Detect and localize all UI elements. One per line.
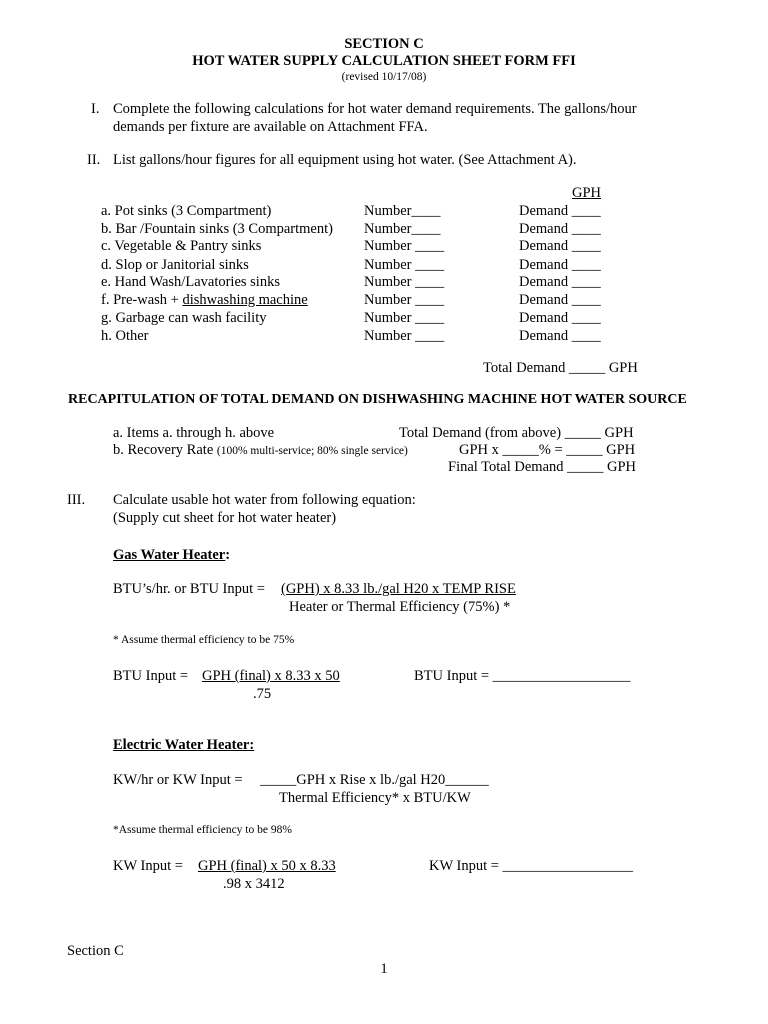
gas-formula-numerator: (GPH) x 8.33 lb./gal H20 x TEMP RISE	[281, 581, 516, 597]
fixture-label: d. Slop or Janitorial sinks	[101, 257, 249, 273]
fixture-label: h. Other	[101, 328, 149, 344]
gas-heater-heading-colon: :	[225, 547, 231, 563]
gas-formula-denominator: Heater or Thermal Efficiency (75%) *	[289, 599, 511, 615]
fixture-label-prefix: f. Pre-wash +	[101, 292, 183, 308]
recovery-rate-note: (100% multi-service; 80% single service)	[216, 445, 408, 457]
fixture-label: c. Vegetable & Pantry sinks	[101, 238, 262, 254]
electric-formula-lhs: KW/hr or KW Input =	[113, 772, 243, 788]
gas-efficiency-note: * Assume thermal efficiency to be 75%	[113, 634, 295, 646]
demand-field[interactable]: Demand ____	[519, 203, 601, 219]
revised-date: (revised 10/17/08)	[341, 71, 427, 83]
gas-heater-heading	[113, 547, 230, 564]
fixture-label: e. Hand Wash/Lavatories sinks	[101, 274, 280, 290]
electric-formula-numerator: _____GPH x Rise x lb./gal H20______	[260, 772, 489, 788]
recap-heading: RECAPITULATION OF TOTAL DEMAND ON DISHWASHING MACHINE HOT WATER SOURCE	[68, 392, 687, 407]
fixture-label: g. Garbage can wash facility	[101, 310, 267, 326]
gas-formula-lhs: BTU’s/hr. or BTU Input =	[113, 581, 265, 597]
part2-text: List gallons/hour figures for all equipment using hot water. (See Attachment A).	[113, 152, 577, 168]
footer-section: Section C	[67, 943, 124, 959]
demand-field[interactable]: Demand ____	[519, 328, 601, 344]
demand-field[interactable]: Demand ____	[519, 274, 601, 290]
gas-input-numerator: GPH (final) x 8.33 x 50	[202, 668, 340, 684]
number-field[interactable]: Number____	[364, 203, 441, 219]
part1-numeral: I.	[91, 101, 100, 117]
demand-field[interactable]: Demand ____	[519, 238, 601, 254]
number-field[interactable]: Number ____	[364, 292, 445, 308]
gas-input-denominator: .75	[253, 686, 272, 702]
part3-line1: Calculate usable hot water from following equation:	[113, 492, 416, 508]
kw-input-numerator: GPH (final) x 50 x 8.33	[198, 858, 336, 874]
demand-field[interactable]: Demand ____	[519, 292, 601, 308]
gas-input-lhs: BTU Input =	[113, 668, 189, 684]
fixture-label: a. Pot sinks (3 Compartment)	[101, 203, 272, 219]
fixture-label	[101, 292, 308, 309]
fixture-label-underlined: dishwashing machine	[182, 292, 308, 308]
recap-b-label	[113, 442, 408, 459]
number-field[interactable]: Number ____	[364, 310, 445, 326]
number-field[interactable]: Number ____	[364, 238, 445, 254]
part3-line2: (Supply cut sheet for hot water heater)	[113, 510, 337, 526]
kw-input-lhs: KW Input =	[113, 858, 183, 874]
btu-input-field[interactable]: BTU Input = ___________________	[414, 668, 631, 684]
recovery-rate-label: b. Recovery Rate	[113, 442, 214, 458]
final-total-demand-field[interactable]: Final Total Demand _____ GPH	[448, 459, 637, 475]
fixture-label: b. Bar /Fountain sinks (3 Compartment)	[101, 221, 333, 237]
section-heading: SECTION C	[344, 36, 424, 52]
kw-input-field[interactable]: KW Input = __________________	[429, 858, 634, 874]
number-field[interactable]: Number ____	[364, 328, 445, 344]
electric-formula-denominator: Thermal Efficiency* x BTU/KW	[279, 790, 471, 806]
number-field[interactable]: Number ____	[364, 257, 445, 273]
part2-numeral: II.	[87, 152, 101, 168]
recap-b-field[interactable]: GPH x _____% = _____ GPH	[459, 442, 636, 458]
electric-heater-heading: Electric Water Heater:	[113, 737, 255, 753]
gph-column-header: GPH	[572, 185, 602, 201]
page-number: 1	[380, 961, 388, 977]
demand-field[interactable]: Demand ____	[519, 221, 601, 237]
number-field[interactable]: Number____	[364, 221, 441, 237]
demand-field[interactable]: Demand ____	[519, 257, 601, 273]
part3-numeral: III.	[67, 492, 86, 508]
kw-input-denominator: .98 x 3412	[223, 876, 285, 892]
part1-line1: Complete the following calculations for hot water demand requirements. The gallons/hour	[113, 101, 637, 117]
part1-line2: demands per fixture are available on Attachment FFA.	[113, 119, 428, 135]
number-field[interactable]: Number ____	[364, 274, 445, 290]
demand-field[interactable]: Demand ____	[519, 310, 601, 326]
electric-efficiency-note: *Assume thermal efficiency to be 98%	[113, 824, 292, 836]
page-title: HOT WATER SUPPLY CALCULATION SHEET FORM FFI	[192, 53, 576, 69]
recap-a-field[interactable]: Total Demand (from above) _____ GPH	[399, 425, 634, 441]
recap-a-label: a. Items a. through h. above	[113, 425, 275, 441]
total-demand-field[interactable]: Total Demand _____ GPH	[483, 360, 638, 376]
gas-heater-heading-text: Gas Water Heater	[113, 547, 226, 563]
